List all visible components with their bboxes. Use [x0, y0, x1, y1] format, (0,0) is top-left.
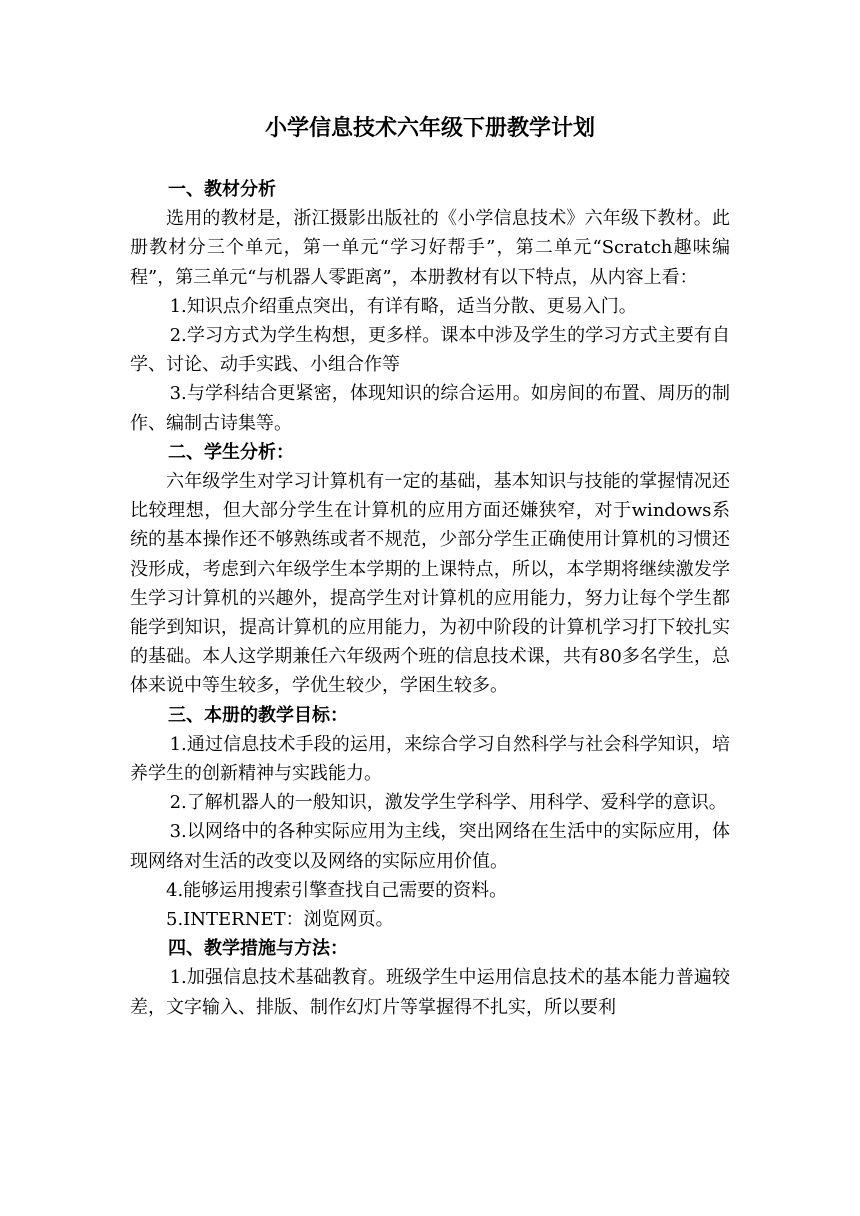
paragraph: 六年级学生对学习计算机有一定的基础，基本知识与技能的掌握情况还比较理想，但大部分学生在计算机的应用方面还嫌狭窄，对于windows系统的基本操作还不够熟练或者不规范，少部分学生正确使用计算机的习惯还没形成，考虑到六年级学生本学期的上课特点，所以，本学期将继续激发学生学习计算机的兴趣外，提高学生对计算机的应用能力，努力让每个学生都能学到知识，提高计算机的应用能力，为初中阶段的计算机学习打下较扎实的基础。本人这学期兼任六年级两个班的信息技术课，共有80多名学生，总体来说中等生较多，学优生较少，学困生较多。: [130, 471, 730, 697]
section-heading-student-analysis: 二、学生分析：: [168, 441, 294, 463]
paragraph: 3.以网络中的各种实际应用为主线，突出网络在生活中的实际应用，体现网络对生活的改变以及网络的实际应用价值。: [130, 821, 730, 872]
paragraph: 1.通过信息技术手段的运用，来综合学习自然科学与社会科学知识，培养学生的创新精神与实践能力。: [130, 733, 730, 785]
section-heading-teaching-methods: 四、教学措施与方法：: [168, 938, 348, 960]
paragraph: 选用的教材是，浙江摄影出版社的《小学信息技术》六年级下教材。此册教材分三个单元，第一单元“学习好帮手”，第二单元“Scratch趣味编程”，第三单元“与机器人零距离”，本册教材有以下特点，从内容上看：: [130, 208, 730, 288]
paragraph: 1.加强信息技术基础教育。班级学生中运用信息技术的基本能力普遍较差，文字输入、排版、制作幻灯片等掌握得不扎实，所以要利: [130, 967, 730, 1018]
paragraph: 3.与学科结合更紧密，体现知识的综合运用。如房间的布置、周历的制作、编制古诗集等。: [130, 383, 730, 434]
paragraph: 1.知识点介绍重点突出，有详有略，适当分散、更易入门。: [169, 295, 637, 317]
document-body: [130, 175, 730, 1022]
section-heading-textbook-analysis: 一、教材分析: [168, 179, 276, 200]
paragraph: 5.INTERNET：浏览网页。: [166, 909, 394, 931]
paragraph: 2.了解机器人的一般知识，激发学生学科学、用科学、爱科学的意识。: [169, 792, 727, 814]
paragraph: 2.学习方式为学生构想，更多样。课本中涉及学生的学习方式主要有自学、讨论、动手实践、小组合作等: [130, 325, 730, 376]
paragraph: 4.能够运用搜索引擎查找自己需要的资料。: [166, 879, 508, 901]
document-title: 小学信息技术六年级下册教学计划: [264, 116, 595, 141]
section-heading-teaching-goals: 三、本册的教学目标：: [168, 704, 348, 726]
